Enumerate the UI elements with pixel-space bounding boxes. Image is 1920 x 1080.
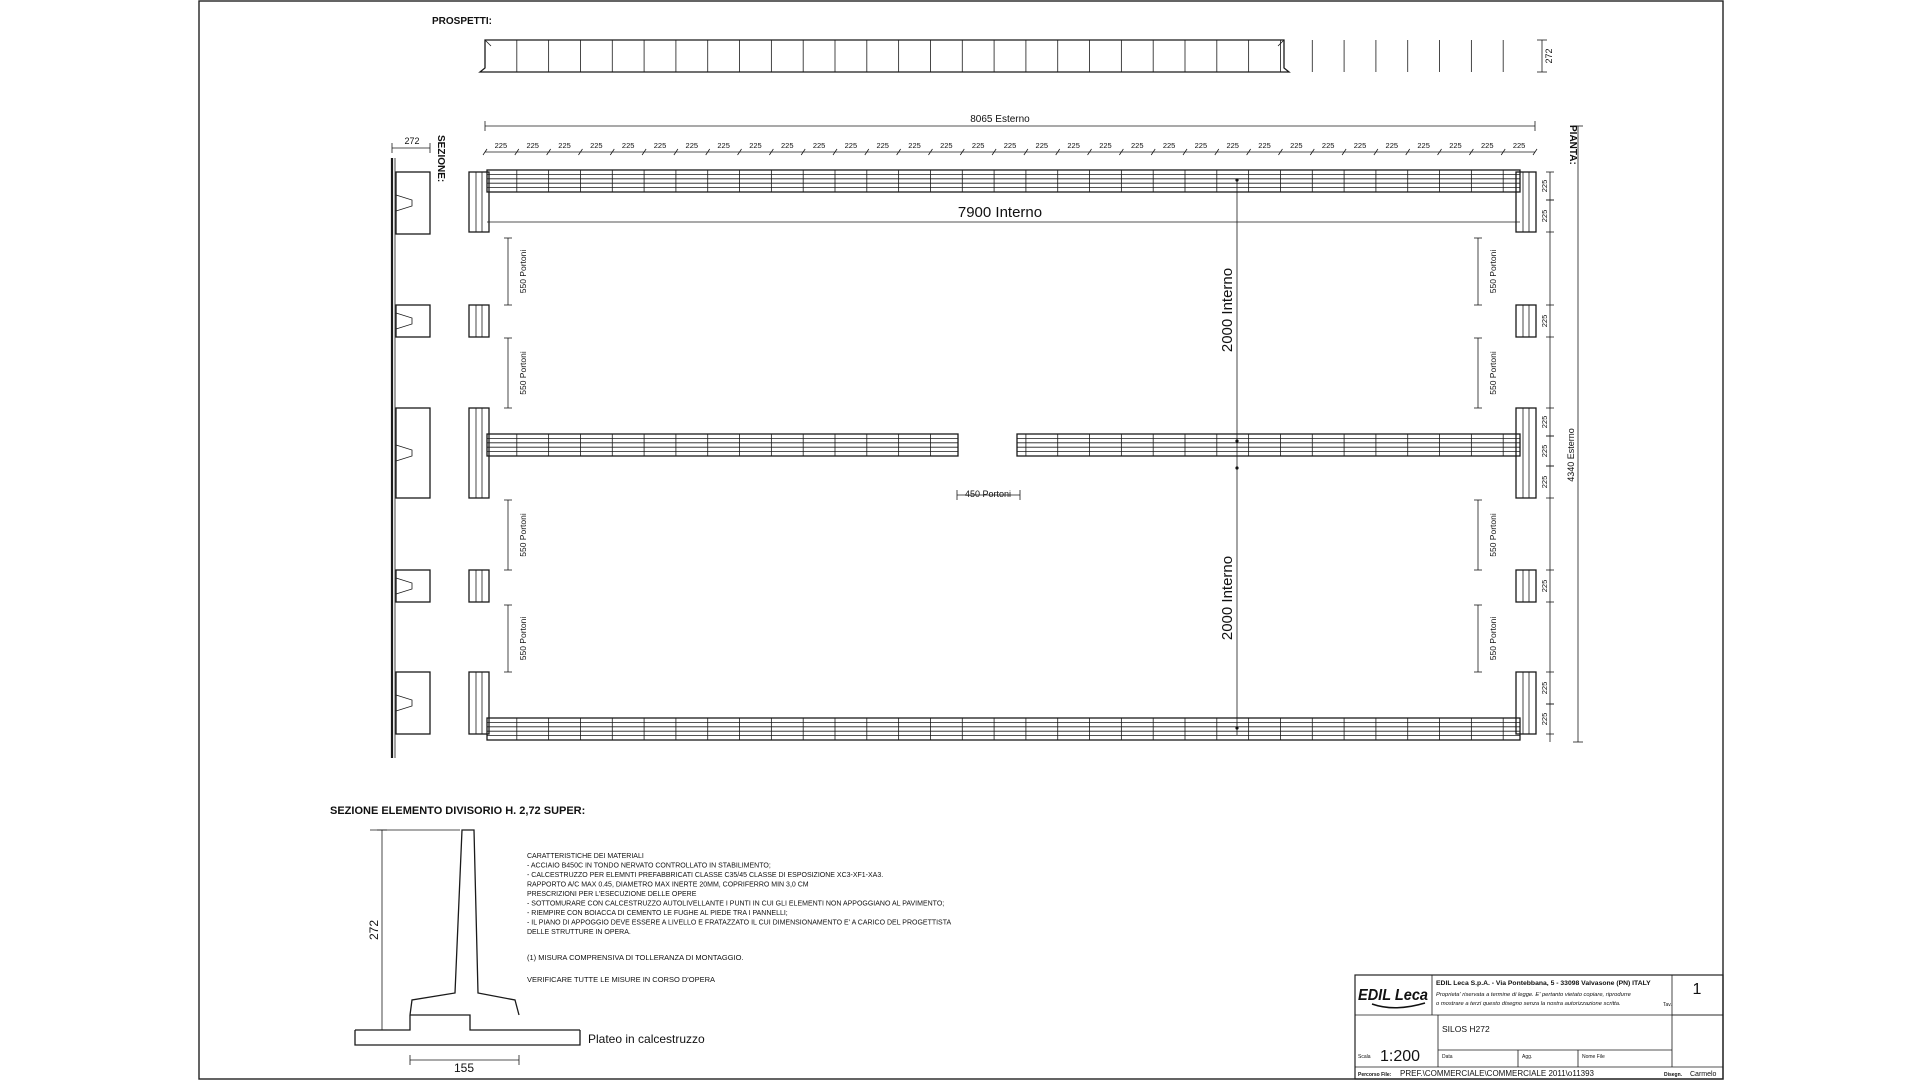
end-post: [469, 570, 489, 602]
end-post: [469, 172, 489, 232]
module-dim-label: 225: [1512, 141, 1526, 150]
module-dim-label: 225: [1035, 141, 1049, 150]
wall-segment: [487, 718, 1520, 740]
module-dim-label: 225: [653, 141, 667, 150]
module-dim-label: 225: [1162, 141, 1176, 150]
edil-leca-logo: [1358, 987, 1428, 1008]
module-dim-label: 225: [590, 141, 603, 150]
section-block: [396, 305, 430, 337]
module-dim-label: 225: [749, 141, 762, 150]
module-dim-label: 225: [940, 141, 953, 150]
disegnatore-value: Carmelo: [1690, 1071, 1717, 1078]
right-module-label: 225: [1540, 209, 1549, 223]
note-line: - CALCESTRUZZO PER ELEMNTI PREFABBRICATI CLASSE C35/45 CLASSE DI ESPOSIZIONE XC3-XF1-XA3.: [527, 872, 884, 879]
agg-label: Agg.: [1522, 1054, 1533, 1060]
portoni-550-label: 550 Portoni: [1488, 616, 1498, 661]
gate-550-dimension: [1474, 605, 1498, 672]
note-line: CARATTERISTICHE DEI MATERIALI: [527, 853, 644, 860]
tav-label: Tav.: [1663, 1002, 1672, 1008]
center-gate-dimension: [957, 489, 1020, 500]
note-line: PRESCRIZIONI PER L'ESECUZIONE DELLE OPERE: [527, 891, 697, 898]
module-dim-label: 225: [685, 141, 699, 150]
gate-550-dimension: [504, 238, 528, 305]
gate-550-dimension: [1474, 338, 1498, 408]
interno-width-1-label: 2000 Interno: [1219, 267, 1236, 353]
module-dim-label: 225: [1321, 141, 1335, 150]
detail-base-dim: 155: [453, 1061, 475, 1075]
drawing-title: SILOS H272: [1442, 1024, 1490, 1034]
module-dim-label: 225: [781, 141, 794, 150]
end-post: [469, 672, 489, 734]
module-dim-label: 225: [844, 141, 858, 150]
elevation-view: [480, 40, 1554, 72]
interno-length-label: 7900 Interno: [957, 204, 1043, 221]
gate-dimensions: [504, 238, 1498, 672]
esterno-width-label: 4340 Esterno: [1566, 428, 1576, 482]
module-dim-label: 225: [1449, 141, 1462, 150]
gate-550-dimension: [504, 605, 528, 672]
module-dim-label: 225: [1417, 141, 1430, 150]
module-dim-label: 225: [812, 141, 826, 150]
module-dim-label: 225: [494, 141, 508, 150]
nome-file-label: Nome File: [1582, 1054, 1605, 1060]
end-post: [1516, 172, 1536, 232]
end-post: [1516, 305, 1536, 337]
disegn-label: Disegn.: [1664, 1072, 1683, 1078]
end-post: [1516, 408, 1536, 498]
portoni-550-label: 550 Portoni: [1488, 351, 1498, 395]
prospetti-label: PROSPETTI:: [432, 16, 493, 27]
gate-550-dimension: [1474, 238, 1498, 305]
portoni-550-label: 550 Portoni: [518, 513, 528, 557]
notice-line-1: Proprieta' riservata a termine di legge. E' pertanto vietato copiare, riprodurre: [1436, 992, 1631, 998]
portoni-550-label: 550 Portoni: [518, 351, 528, 395]
note-line: RAPPORTO A/C MAX 0.45, DIAMETRO MAX INERTE 20MM, COPRIFERRO MIN 3,0 CM: [527, 881, 809, 889]
module-dim-label: 225: [876, 141, 889, 150]
right-module-dimensions: [1540, 126, 1583, 742]
module-dim-label: 225: [1226, 141, 1239, 150]
portoni-550-label: 550 Portoni: [518, 616, 528, 661]
section-block: [396, 672, 430, 734]
module-dim-label: 225: [1385, 141, 1399, 150]
module-dim-label: 225: [971, 141, 985, 150]
wall-segment: [1017, 434, 1520, 456]
end-post: [469, 408, 489, 498]
esterno-length-label: 8065 Esterno: [970, 114, 1030, 125]
right-module-label: 225: [1540, 712, 1549, 726]
right-module-label: 225: [1540, 444, 1549, 458]
overall-length-dimension: [485, 114, 1535, 131]
portoni-550-label: 550 Portoni: [1488, 513, 1498, 557]
interno-width-2-label: 2000 Interno: [1219, 555, 1236, 641]
module-dim-label: 225: [558, 141, 571, 150]
notice-line-2: o mostrare a terzi questo disegno senza la nostra autorizzazione scritta.: [1436, 1001, 1621, 1007]
percorso-value: PREF.\COMMERCIALE\COMMERCIALE 2011\o11393: [1400, 1069, 1594, 1078]
percorso-label: Percorso File:: [1358, 1072, 1392, 1078]
module-dim-label: 225: [1258, 141, 1271, 150]
detail-height-dim: 272: [367, 919, 381, 941]
module-dim-label: 225: [1353, 141, 1367, 150]
section-strip: [392, 136, 430, 758]
module-dimension-row: [483, 141, 1537, 155]
tav-number: 1: [1692, 981, 1702, 998]
module-dim-label: 225: [1003, 141, 1017, 150]
note-line: - SOTTOMURARE CON CALCESTRUZZO AUTOLIVELLANTE I PUNTI IN CUI GLI ELEMENTI NON APPOGGIANO AL PAVIMENTO;: [527, 900, 945, 908]
pianta-label: PIANTA:: [1567, 125, 1578, 165]
sezione-label: SEZIONE:: [435, 135, 446, 183]
end-post: [1516, 672, 1536, 734]
right-module-label: 225: [1540, 314, 1549, 328]
module-dim-label: 225: [1194, 141, 1208, 150]
gate-550-dimension: [504, 338, 528, 408]
end-post: [1516, 570, 1536, 602]
detail-title: SEZIONE ELEMENTO DIVISORIO H. 2,72 SUPER:: [330, 805, 586, 817]
wall-segment: [487, 434, 958, 456]
module-dim-label: 225: [1481, 141, 1494, 150]
gate-550-dimension: [1474, 500, 1498, 570]
plateo-label: Plateo in calcestruzzo: [588, 1032, 705, 1046]
interior-length-dimension: [487, 204, 1520, 222]
interior-width-dimensions: [1219, 178, 1239, 735]
company-line: EDIL Leca S.p.A. - Via Pontebbana, 5 - 33098 Valvasone (PN) ITALY: [1436, 980, 1651, 987]
section-block: [396, 408, 430, 498]
note-line: DELLE STRUTTURE IN OPERA.: [527, 929, 631, 936]
module-dim-label: 225: [526, 141, 539, 150]
right-module-label: 225: [1540, 475, 1549, 489]
note-line: - RIEMPIRE CON BOIACCA DI CEMENTO LE FUGHE AL PIEDE TRA I PANNELLI;: [527, 910, 788, 917]
title-block: [1355, 975, 1723, 1079]
module-dim-label: 225: [1099, 141, 1112, 150]
note-line: - IL PIANO DI APPOGGIO DEVE ESSERE A LIVELLO E FRATAZZATO IL CUI DIMENSIONAMENTO E' A CARICO DEL PROGETTISTA: [527, 919, 952, 927]
module-dim-label: 225: [621, 141, 635, 150]
scala-value: 1:200: [1380, 1048, 1421, 1065]
portoni-450-label: 450 Portoni: [964, 489, 1012, 499]
portoni-550-label: 550 Portoni: [518, 249, 528, 294]
portoni-550-label: 550 Portoni: [1488, 249, 1498, 294]
plan-walls: [469, 170, 1536, 740]
right-module-label: 225: [1540, 579, 1549, 593]
tolerance-note: (1) MISURA COMPRENSIVA DI TOLLERANZA DI MONTAGGIO.: [527, 953, 744, 962]
section-width-dim: 272: [404, 136, 420, 146]
data-label: Data: [1442, 1054, 1453, 1060]
right-module-label: 225: [1540, 415, 1549, 429]
module-dim-label: 225: [1067, 141, 1080, 150]
material-notes: [527, 853, 951, 936]
section-block: [396, 172, 430, 234]
module-dim-label: 225: [908, 141, 921, 150]
elevation-height-dim: 272: [1544, 48, 1554, 64]
module-dim-label: 225: [717, 141, 730, 150]
module-dim-label: 225: [1131, 141, 1144, 150]
right-module-label: 225: [1540, 179, 1549, 193]
scala-label: Scala: [1358, 1054, 1371, 1060]
wall-segment: [487, 170, 1520, 192]
verify-note: VERIFICARE TUTTE LE MISURE IN CORSO D'OPERA: [527, 975, 715, 984]
gate-550-dimension: [504, 500, 528, 570]
module-dim-label: 225: [1290, 141, 1303, 150]
section-block: [396, 570, 430, 602]
note-line: - ACCIAIO B450C IN TONDO NERVATO CONTROLLATO IN STABILIMENTO;: [527, 862, 771, 870]
end-post: [469, 305, 489, 337]
right-module-label: 225: [1540, 681, 1549, 695]
logo-text: EDIL Leca: [1358, 987, 1429, 1004]
